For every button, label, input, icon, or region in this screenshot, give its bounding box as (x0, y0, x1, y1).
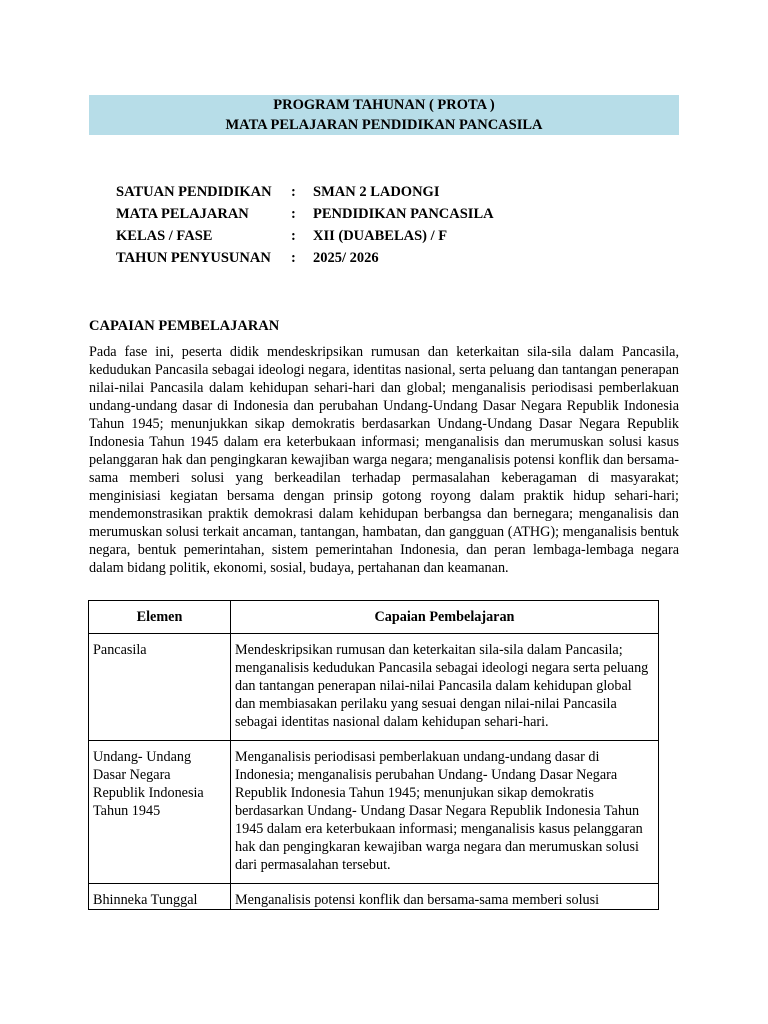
document-title-line-1: PROGRAM TAHUNAN ( PROTA ) (273, 97, 495, 113)
info-value: XII (DUABELAS) / F (313, 228, 448, 244)
info-label: MATA PELAJARAN (116, 206, 249, 222)
elemen-cell: Pancasila (89, 634, 231, 741)
document-title-line-2: MATA PELAJARAN PENDIDIKAN PANCASILA (225, 117, 543, 133)
info-colon: : (291, 184, 296, 200)
column-header-capaian: Capaian Pembelajaran (231, 601, 659, 634)
info-value: SMAN 2 LADONGI (313, 184, 440, 200)
info-row-kelas (116, 225, 494, 247)
info-colon: : (291, 228, 296, 244)
info-row-satuan (116, 181, 494, 203)
table-row (89, 884, 659, 910)
info-colon: : (291, 250, 296, 266)
capaian-table (88, 600, 659, 910)
table-row (89, 741, 659, 884)
info-label: SATUAN PENDIDIKAN (116, 184, 272, 200)
table-header-row (89, 601, 659, 634)
identity-info-table (116, 181, 494, 269)
document-title-banner (89, 95, 679, 135)
info-value: 2025/ 2026 (313, 250, 379, 266)
info-row-mapel (116, 203, 494, 225)
capaian-cell: Menganalisis potensi konflik dan bersama-sama memberi solusi (231, 884, 659, 910)
elemen-cell: Bhinneka Tunggal (89, 884, 231, 910)
info-label: KELAS / FASE (116, 228, 213, 244)
info-row-tahun (116, 247, 494, 269)
column-header-elemen: Elemen (89, 601, 231, 634)
section-heading-capaian: CAPAIAN PEMBELAJARAN (89, 318, 280, 334)
capaian-cell: Mendeskripsikan rumusan dan keterkaitan sila-sila dalam Pancasila; menganalisis kedudukan Pancasila sebagai ideologi negara serta peluang dan tantangan penerapan nilai-nilai Pancasila dalam kehidupan global dan membiasakan perilaku yang sesuai dengan nilai-nilai Pancasila sebagai identitas nasional dalam kehidupan sehari-hari. (231, 634, 659, 741)
capaian-paragraph: Pada fase ini, peserta didik mendeskripsikan rumusan dan keterkaitan sila-sila dalam Pancasila, kedudukan Pancasila sebagai ideologi negara, identitas nasional, serta peluang dan tantangan penerapan nilai-nilai Pancasila dalam kehidupan sehari-hari dan global; menganalisis periodisasi pemberlakuan undang-undang dasar di Indonesia dan perubahan Undang-Undang Dasar Negara Republik Indonesia Tahun 1945; menunjukkan sikap demokratis berdasarkan Undang-Undang Dasar Negara Republik Indonesia Tahun 1945 dalam era keterbukaan informasi; menganalisis dan merumuskan solusi kasus pelanggaran hak dan pengingkaran kewajiban warga negara; menganalisis potensi konflik dan bersama-sama memberi solusi yang berkeadilan terhadap permasalahan keberagaman di masyarakat; menginisiasi kegiatan bersama dengan prinsip gotong royong dalam praktik hidup sehari-hari; mendemonstrasikan praktik demokrasi dalam kehidupan berbangsa dan bernegara; menganalisis dan merumuskan solusi terkait ancaman, tantangan, hambatan, dan gangguan (ATHG); menganalisis bentuk negara, bentuk pemerintahan, sistem pemerintahan Indonesia, dan peran lembaga-lembaga negara dalam bidang politik, ekonomi, sosial, budaya, pertahanan dan keamanan. (89, 344, 679, 576)
table-row (89, 634, 659, 741)
capaian-cell: Menganalisis periodisasi pemberlakuan undang-undang dasar di Indonesia; menganalisis perubahan Undang- Undang Dasar Negara Republik Indonesia Tahun 1945; menunjukan sikap demokratis berdasarkan Undang- Undang Dasar Negara Republik Indonesia Tahun 1945 dalam era keterbukaan informasi; menganalisis kasus pelanggaran hak dan pengingkaran kewajiban warga negara dan merumuskan solusi dari permasalahan tersebut. (231, 741, 659, 884)
info-value: PENDIDIKAN PANCASILA (313, 206, 494, 222)
info-colon: : (291, 206, 296, 222)
elemen-cell: Undang- Undang Dasar Negara Republik Indonesia Tahun 1945 (89, 741, 231, 884)
info-label: TAHUN PENYUSUNAN (116, 250, 271, 266)
